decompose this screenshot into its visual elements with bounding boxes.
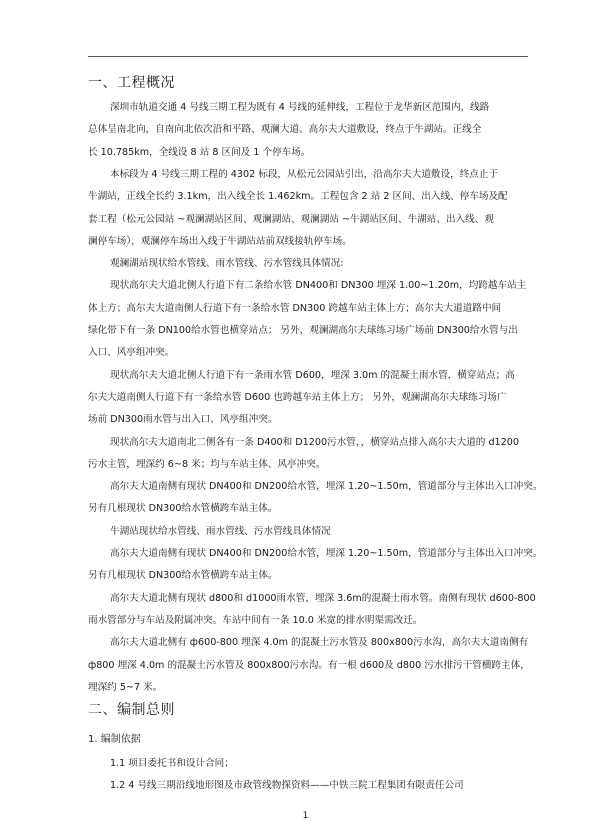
body-line: 尔夫大道南侧人行道下有一条给水管 D600 也跨越车站主体上方； 另外，观澜湖高尔夫球练习场广 bbox=[88, 391, 507, 403]
body-line: 高尔夫大道北侧有 ф600-800 埋深 4.0m 的混凝土污水管及 800x800污水沟，高尔夫大道南侧有 bbox=[110, 637, 529, 649]
body-line: 总体呈南北向，自南向北依次沿和平路、观澜大道、高尔夫大道敷设，终点于牛湖站。正线全 bbox=[88, 124, 482, 136]
body-line: 澜停车场），观澜停车场出入线于牛湖站站前双线接轨停车场。 bbox=[88, 235, 352, 247]
body-line: 高尔夫大道南侧有现状 DN400和 DN200给水管，埋深 1.20~1.50m，管道部分与主体出入口冲突。 bbox=[110, 481, 543, 493]
basis-item: 1.2 4 号线三期沿线地形图及市政管线物探资料——中铁三院工程集团有限责任公司 bbox=[110, 780, 464, 791]
body-line: 套工程（松元公园站 ~观澜湖站区间、观澜湖站、观澜湖站 ~牛湖站区间、牛湖站、出入线、观 bbox=[88, 213, 494, 225]
body-line: 现状高尔夫大道南北二侧各有一条 D400和 D1200污水管，，横穿站点排入高尔夫大道的 d1200 bbox=[110, 436, 519, 448]
body-line: 另有几根现状 DN300给水管横跨车站主体。 bbox=[88, 503, 278, 515]
body-line: 观澜湖站现状给水管线、雨水管线、污水管线具体情况: bbox=[110, 258, 344, 270]
page-number: 1 bbox=[302, 811, 309, 821]
section-heading-overview: 一、工程概况 bbox=[88, 75, 175, 91]
section-heading-principles: 二、编制总则 bbox=[88, 702, 175, 718]
body-line: 场前 DN300雨水管与出入口、风亭组冲突。 bbox=[88, 414, 278, 426]
body-line: 本标段为 4 号线三期工程的 4302 标段，从松元公园站引出，沿高尔夫大道敷设，终点止于 bbox=[110, 168, 499, 180]
body-line: 深圳市轨道交通 4 号线三期工程为既有 4 号线的延伸线，工程位于龙华新区范围内，线路 bbox=[110, 102, 490, 113]
basis-item: 1.1 项目委托书和设计合同； bbox=[110, 758, 234, 769]
body-line: 入口、风亭组冲突。 bbox=[88, 347, 175, 359]
body-line: ф800 埋深 4.0m 的混凝土污水管及 800x800污水沟。有一根 d600及 d800 污水排污干管横跨主体， bbox=[88, 659, 530, 671]
header-rule bbox=[88, 56, 528, 57]
body-line: 体上方；高尔夫大道南侧人行道下有一条给水管 DN300 跨越车站主体上方；高尔夫大道道路中间 bbox=[88, 302, 502, 314]
body-line: 绿化带下有一条 DN100给水管也横穿站点； 另外，观澜湖高尔夫球练习场广场前 DN300给水管与出 bbox=[88, 325, 518, 336]
body-line: 长 10.785km，全线设 8 站 8 区间及 1 个停车场。 bbox=[88, 146, 311, 158]
body-line: 高尔夫大道北侧有现状 d800和 d1000雨水管，埋深 3.6m的混凝土雨水管。南侧有现状 d600-800 bbox=[110, 592, 536, 604]
body-line: 牛湖站，正线全长约 3.1km，出入线全长 1.462km。工程包含 2 站 2 区间、出入线、停车场及配 bbox=[88, 191, 508, 203]
body-line: 现状高尔夫大道北侧人行道下有一条雨水管 D600，埋深 3.0m 的混凝土雨水管，横穿站点；高 bbox=[110, 369, 515, 381]
subheading-basis: 1. 编制依据 bbox=[88, 734, 141, 745]
body-line: 埋深约 5~7 米。 bbox=[88, 681, 163, 693]
body-line: 雨水管部分与车站及附属冲突。车站中间有一条 10.0 米宽的排水明渠需改迁。 bbox=[88, 614, 423, 626]
body-line: 污水主管，埋深约 6~8 米；均与车站主体、风亭冲突。 bbox=[88, 458, 326, 470]
body-line: 另有几根现状 DN300给水管横跨车站主体。 bbox=[88, 570, 278, 582]
body-line: 高尔夫大道南侧有现状 DN400和 DN200给水管，埋深 1.20~1.50m，管道部分与主体出入口冲突。 bbox=[110, 548, 543, 559]
body-line: 牛湖站现状给水管线、雨水管线、污水管线具体情况 bbox=[110, 525, 331, 537]
body-line: 现状高尔夫大道北侧人行道下有二条给水管 DN400和 DN300 埋深 1.00~1.20m，均跨越车站主 bbox=[110, 280, 527, 292]
